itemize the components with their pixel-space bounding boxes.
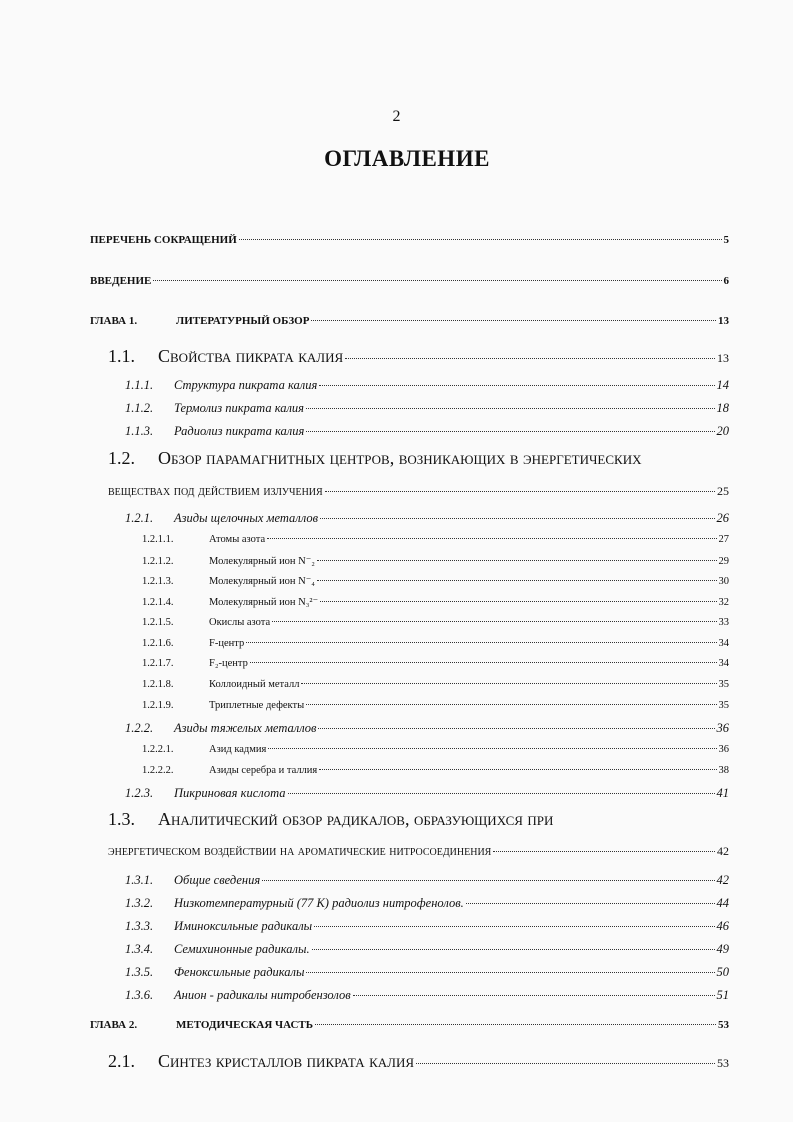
toc-section-entry[interactable]: [108, 1051, 729, 1072]
toc-entry-title: Азид кадмия: [209, 744, 267, 755]
toc-entry-title: Иминоксильные радикалы: [174, 919, 313, 933]
toc-subsection-entry[interactable]: [125, 786, 729, 801]
toc-entry-title: энергетическом воздействии на ароматические нитросоединения: [108, 844, 492, 859]
toc-entry-title: Молекулярный ион N₃²⁻: [209, 597, 319, 608]
toc-leader: [353, 995, 715, 996]
toc-entry-page: 13: [718, 315, 729, 327]
toc-entry-title: Атомы азота: [209, 534, 266, 545]
toc-section-entry[interactable]: [108, 809, 729, 830]
toc-entry-page: 42: [717, 844, 729, 858]
toc-leader: [315, 1024, 716, 1025]
toc-entry-page: 30: [718, 576, 729, 587]
toc-leader: [267, 538, 716, 539]
toc-entry-number: 1.2.2.2.: [142, 765, 174, 776]
toc-subsection-entry[interactable]: [125, 721, 729, 736]
toc-entry-page: 36: [716, 721, 729, 735]
toc-leader: [246, 642, 716, 643]
toc-entry-number: 1.2.3.: [125, 786, 154, 800]
toc-entry-number: 1.1.2.: [125, 401, 154, 415]
toc-leader: [320, 518, 714, 519]
toc-subsection-entry[interactable]: [125, 424, 729, 439]
toc-entry-page: 27: [718, 534, 729, 545]
toc-subsection-entry[interactable]: [125, 942, 729, 957]
toc-entry-page: 6: [723, 275, 729, 287]
toc-entry-title: МЕТОДИЧЕСКАЯ ЧАСТЬ: [176, 1019, 314, 1031]
toc-leader: [306, 972, 714, 973]
toc-entry-number: 1.3.3.: [125, 919, 154, 933]
toc-entry-page: 20: [716, 424, 729, 438]
toc-entry-page: 46: [716, 919, 729, 933]
toc-entry-title: ПЕРЕЧЕНЬ СОКРАЩЕНИЙ: [90, 234, 237, 246]
toc-entry-title: Азиды тяжелых металлов: [174, 721, 317, 735]
toc-leader: [312, 949, 715, 950]
toc-entry-page: 26: [716, 511, 729, 525]
page-title: ОГЛАВЛЕНИЕ: [324, 146, 490, 171]
toc-entry[interactable]: [90, 275, 729, 287]
toc-entry-number: 1.2.: [108, 448, 135, 468]
toc-entry-title: Молекулярный ион N⁻₂: [209, 556, 315, 567]
toc-subsection-entry[interactable]: [125, 965, 729, 980]
toc-entry-page: 42: [716, 873, 729, 887]
toc-leader: [318, 728, 714, 729]
toc-entry-number: 1.2.1.1.: [142, 534, 174, 545]
toc-leader: [153, 280, 721, 281]
toc-leader: [319, 769, 716, 770]
toc-subsubsection-entry[interactable]: [142, 575, 729, 587]
toc-entry-title: Феноксильные радикалы: [174, 965, 305, 979]
toc-leader: [317, 560, 717, 561]
toc-entry-number: 1.2.1.7.: [142, 658, 174, 669]
toc-leader: [239, 239, 722, 240]
toc-entry-title: F₂-центр: [209, 658, 248, 669]
toc-leader: [493, 851, 715, 852]
toc-chapter-entry[interactable]: [90, 315, 729, 327]
toc-subsection-entry[interactable]: [125, 896, 729, 911]
toc-entry-number: 1.2.1.5.: [142, 617, 174, 628]
toc-entry-number: 1.2.1.4.: [142, 597, 174, 608]
toc-leader: [319, 385, 714, 386]
toc-leader: [320, 601, 716, 602]
toc-leader: [306, 431, 714, 432]
toc-entry-page: 14: [716, 378, 729, 392]
toc-entry-number: 2.1.: [108, 1051, 135, 1071]
toc-leader: [317, 580, 717, 581]
toc-entry-title: Азиды щелочных металлов: [174, 511, 319, 525]
toc-entry-number: 1.3.4.: [125, 942, 154, 956]
toc-entry-number: 1.3.5.: [125, 965, 154, 979]
toc-entry-number: 1.2.1.2.: [142, 556, 174, 567]
toc-entry-number: 1.2.1.3.: [142, 576, 174, 587]
toc-leader: [306, 704, 716, 705]
toc-entry-page: 32: [718, 597, 729, 608]
toc-entry-number: 1.1.1.: [125, 378, 154, 392]
toc-leader: [325, 491, 715, 492]
page-number: 2: [392, 108, 401, 125]
toc-entry-page: 44: [716, 896, 729, 910]
toc-entry-title: Обзор парамагнитных центров, возникающих в энергетических: [158, 448, 642, 468]
toc-entry-page: 35: [718, 679, 729, 690]
toc-section-entry-continuation[interactable]: [108, 844, 729, 860]
toc-entry-number: ГЛАВА 2.: [90, 1019, 138, 1031]
toc-entry-title: ВВЕДЕНИЕ: [90, 275, 152, 287]
toc-subsubsection-entry[interactable]: [142, 555, 729, 567]
toc-subsection-entry[interactable]: [125, 873, 729, 888]
toc-subsection-entry[interactable]: [125, 378, 729, 393]
toc-entry-number: 1.2.2.1.: [142, 744, 174, 755]
toc-entry-page: 13: [717, 351, 729, 365]
toc-entry-page: 29: [718, 556, 729, 567]
toc-leader: [416, 1063, 715, 1064]
toc-entry-title: F-центр: [209, 638, 245, 649]
toc-entry-title: веществах под действием излучения: [108, 484, 323, 499]
toc-entry-number: 1.2.1.9.: [142, 700, 174, 711]
toc-leader: [345, 358, 715, 359]
toc-entry-title: Структура пикрата калия: [174, 378, 318, 392]
toc-entry-page: 33: [718, 617, 729, 628]
toc-subsection-entry[interactable]: [125, 988, 729, 1003]
toc-subsubsection-entry[interactable]: [142, 679, 729, 690]
toc-leader: [288, 793, 715, 794]
toc-leader: [306, 408, 715, 409]
toc-subsubsection-entry[interactable]: [142, 658, 729, 669]
toc-entry-page: 35: [718, 700, 729, 711]
toc-entry-page: 36: [718, 744, 729, 755]
toc-subsubsection-entry[interactable]: [142, 765, 729, 776]
toc-entry-title: Свойства пикрата калия: [158, 346, 344, 366]
toc-entry-page: 34: [718, 658, 729, 669]
toc-subsubsection-entry[interactable]: [142, 638, 729, 649]
toc-entry-title: Радиолиз пикрата калия: [174, 424, 305, 438]
toc-leader: [466, 903, 715, 904]
toc-entry-number: 1.3.: [108, 809, 135, 829]
toc-subsection-entry[interactable]: [125, 919, 729, 934]
toc-entry-page: 50: [716, 965, 729, 979]
toc-leader: [272, 621, 716, 622]
toc-entry-page: 5: [723, 234, 729, 246]
toc-entry-title: Термолиз пикрата калия: [174, 401, 304, 415]
toc-entry-title: Аналитический обзор радикалов, образующихся при: [158, 809, 554, 829]
toc-section-entry[interactable]: [108, 448, 729, 469]
toc-entry-number: 1.3.1.: [125, 873, 154, 887]
toc-leader: [311, 320, 716, 321]
toc-subsubsection-entry[interactable]: [142, 596, 729, 608]
toc-subsubsection-entry[interactable]: [142, 700, 729, 711]
toc-subsection-entry[interactable]: [125, 401, 729, 416]
toc-leader: [301, 683, 716, 684]
toc-entry-page: 51: [716, 988, 729, 1002]
toc-leader: [250, 662, 717, 663]
toc-entry-number: 1.3.2.: [125, 896, 154, 910]
toc-entry-title: ЛИТЕРАТУРНЫЙ ОБЗОР: [176, 315, 310, 327]
toc-entry-title: Молекулярный ион N⁻₄: [209, 576, 315, 587]
toc-entry-number: 1.1.3.: [125, 424, 154, 438]
toc-entry-number: 1.2.1.: [125, 511, 154, 525]
toc-leader: [262, 880, 714, 881]
toc-leader: [268, 748, 716, 749]
toc-subsubsection-entry[interactable]: [142, 617, 729, 628]
toc-entry-number: 1.3.6.: [125, 988, 154, 1002]
toc-entry-number: 1.2.2.: [125, 721, 154, 735]
toc-entry-page: 53: [717, 1056, 729, 1070]
toc-leader: [314, 926, 714, 927]
toc-entry-title: Низкотемпературный (77 К) радиолиз нитрофенолов.: [174, 896, 464, 910]
toc-subsubsection-entry[interactable]: [142, 744, 729, 755]
toc-entry-title: Общие сведения: [174, 873, 261, 887]
toc-chapter-entry[interactable]: [90, 1019, 729, 1031]
toc-entry-page: 38: [718, 765, 729, 776]
toc-section-entry[interactable]: [108, 346, 729, 367]
toc-entry-page: 25: [717, 484, 729, 498]
toc-entry-page: 49: [716, 942, 729, 956]
toc-entry-title: Азиды серебра и таллия: [209, 765, 318, 776]
toc-entry-page: 41: [716, 786, 729, 800]
toc-entry-number: 1.1.: [108, 346, 135, 366]
toc-entry-title: Коллоидный металл: [209, 679, 300, 690]
toc-entry-number: 1.2.1.6.: [142, 638, 174, 649]
toc-entry-number: ГЛАВА 1.: [90, 315, 138, 327]
toc-entry-title: Окислы азота: [209, 617, 271, 628]
toc-entry[interactable]: [90, 234, 729, 246]
toc-entry-page: 34: [718, 638, 729, 649]
toc-entry-title: Семихинонные радикалы.: [174, 942, 310, 956]
toc-subsection-entry[interactable]: [125, 511, 729, 526]
toc-entry-page: 18: [716, 401, 729, 415]
toc-entry-title: Пикриновая кислота: [174, 786, 286, 800]
toc-entry-number: 1.2.1.8.: [142, 679, 174, 690]
toc-section-entry-continuation[interactable]: [108, 484, 729, 500]
toc-entry-title: Анион - радикалы нитробензолов: [174, 988, 351, 1002]
toc-subsubsection-entry[interactable]: [142, 534, 729, 545]
toc-entry-title: Триплетные дефекты: [209, 700, 305, 711]
toc-entry-page: 53: [718, 1019, 729, 1031]
toc-entry-title: Синтез кристаллов пикрата калия: [158, 1051, 415, 1071]
